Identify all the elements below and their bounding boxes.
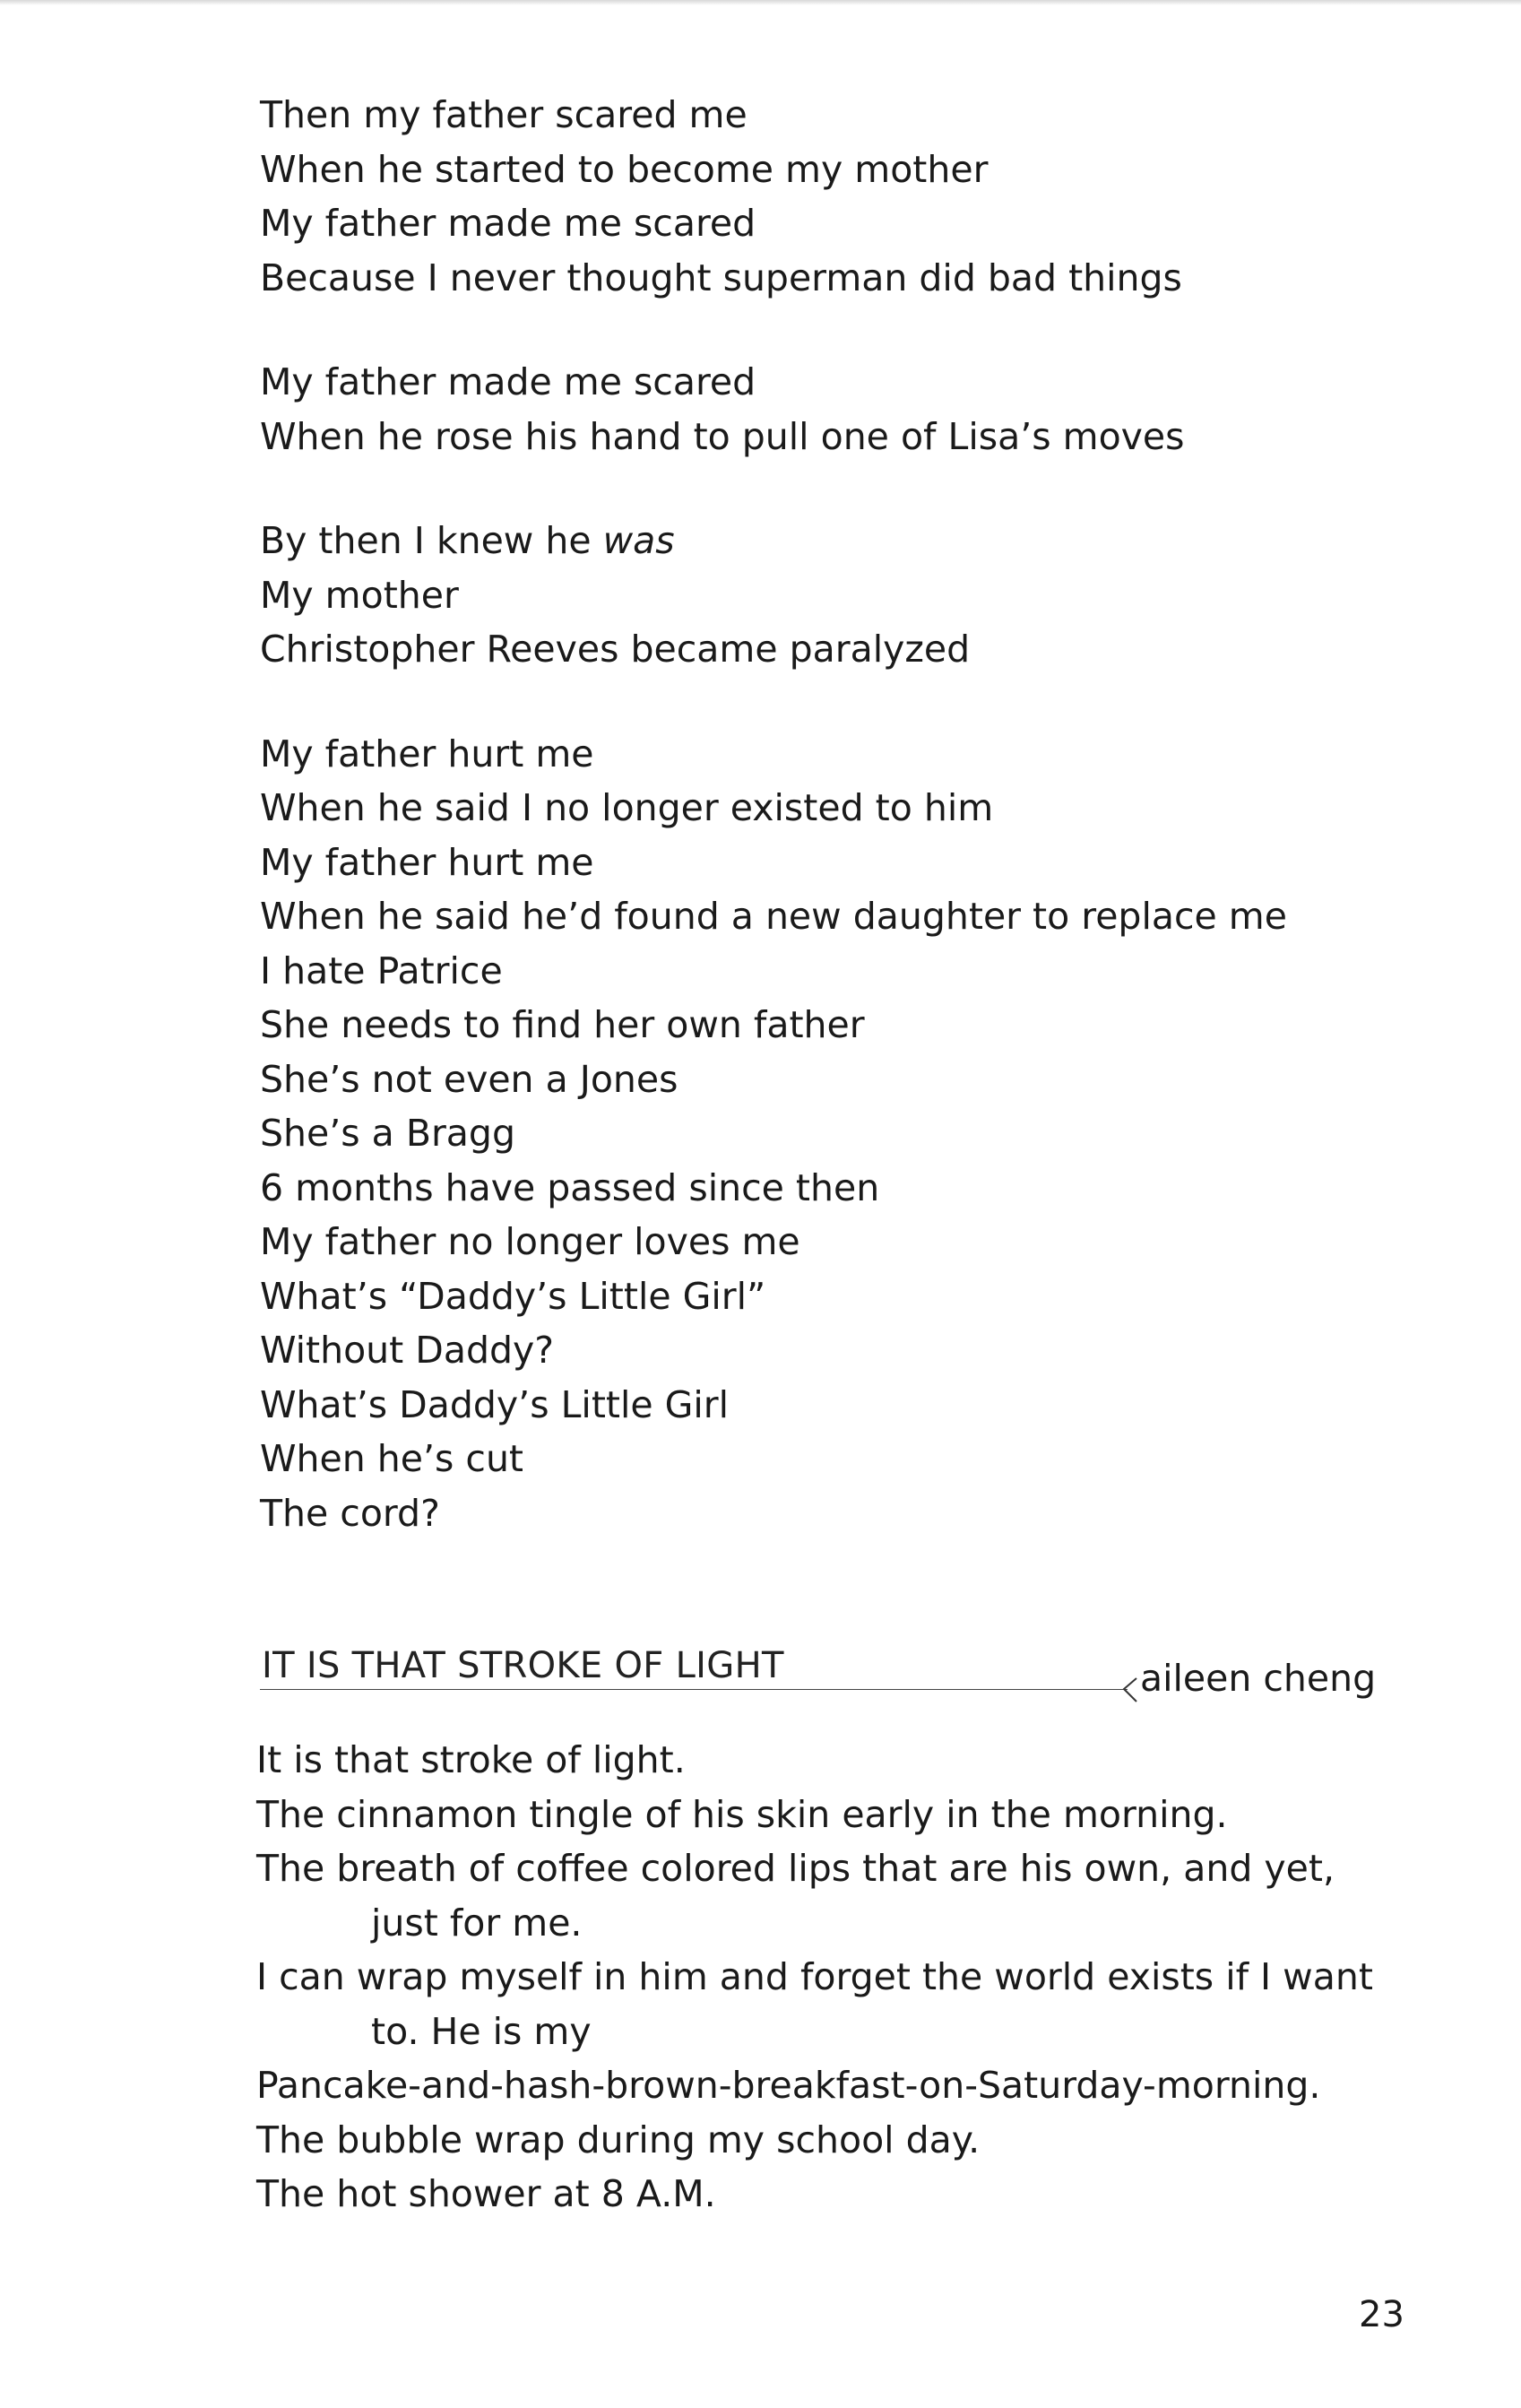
italic-word: was (602, 519, 675, 562)
poem-author: aileen cheng (1140, 1657, 1377, 1700)
poem-line: When he started to become my mother (260, 147, 989, 191)
title-underline (260, 1689, 1128, 1690)
poem-line: She needs to find her own father (260, 1003, 865, 1046)
poem-title: IT IS THAT STROKE OF LIGHT (262, 1645, 784, 1686)
poem-line: She’s a Bragg (260, 1112, 515, 1155)
poem-line: When he said I no longer existed to him (260, 786, 994, 829)
poem-line: Then my father scared me (260, 93, 748, 136)
poem-line: The breath of coffee colored lips that are his own, and yet, (256, 1847, 1335, 1890)
poem-line: My father made me scared (260, 202, 756, 245)
poem-line: The cinnamon tingle of his skin early in the morning. (256, 1792, 1228, 1836)
poem-line: Because I never thought superman did bad things (260, 256, 1182, 299)
poem-body (256, 1733, 1422, 2222)
poem-line: Without Daddy? (260, 1329, 555, 1372)
poem-line-text: By then I knew he (260, 519, 603, 562)
poem-line (260, 514, 1425, 568)
poem-line: Pancake-and-hash-brown-breakfast-on-Saturday-morning. (256, 2064, 1321, 2107)
poem-line-continuation: to. He is my (371, 2009, 592, 2053)
poem-line: It is that stroke of light. (256, 1738, 686, 1781)
stanza-2 (260, 355, 1425, 463)
poem-line: The hot shower at 8 A.M. (256, 2172, 716, 2215)
poem-line: I can wrap myself in him and forget the world exists if I want (256, 1955, 1373, 1998)
poem-line: What’s “Daddy’s Little Girl” (260, 1274, 766, 1318)
poem-line: My father made me scared (260, 360, 756, 403)
poem-line: When he’s cut (260, 1437, 524, 1480)
poem-title-row (260, 1641, 1377, 1703)
poem-line: My father no longer loves me (260, 1220, 800, 1263)
poem-line: My father hurt me (260, 840, 594, 884)
poem-continued (260, 88, 1425, 1540)
page-number: 23 (1359, 2294, 1404, 2335)
poem-line: When he rose his hand to pull one of Lisa’s moves (260, 414, 1185, 458)
poem-line: What’s Daddy’s Little Girl (260, 1382, 730, 1426)
poem-line: The cord? (260, 1491, 440, 1535)
poem-line: When he said he’d found a new daughter to replace me (260, 895, 1287, 938)
page-top-edge (0, 0, 1521, 5)
poem-line: She’s not even a Jones (260, 1057, 678, 1101)
stanza-1 (260, 88, 1425, 305)
stanza-3 (260, 514, 1425, 677)
poem-line: I hate Patrice (260, 948, 503, 992)
stanza-4 (260, 727, 1425, 1541)
poem-line: My mother (260, 573, 459, 617)
poem-line: My father hurt me (260, 732, 594, 775)
poem-line-continuation: just for me. (371, 1901, 583, 1945)
poem-line: Christopher Reeves became paralyzed (260, 628, 971, 671)
poem-line: The bubble wrap during my school day. (256, 2118, 981, 2161)
arrow-left-icon (1120, 1676, 1140, 1703)
poem-line: 6 months have passed since then (260, 1165, 880, 1209)
